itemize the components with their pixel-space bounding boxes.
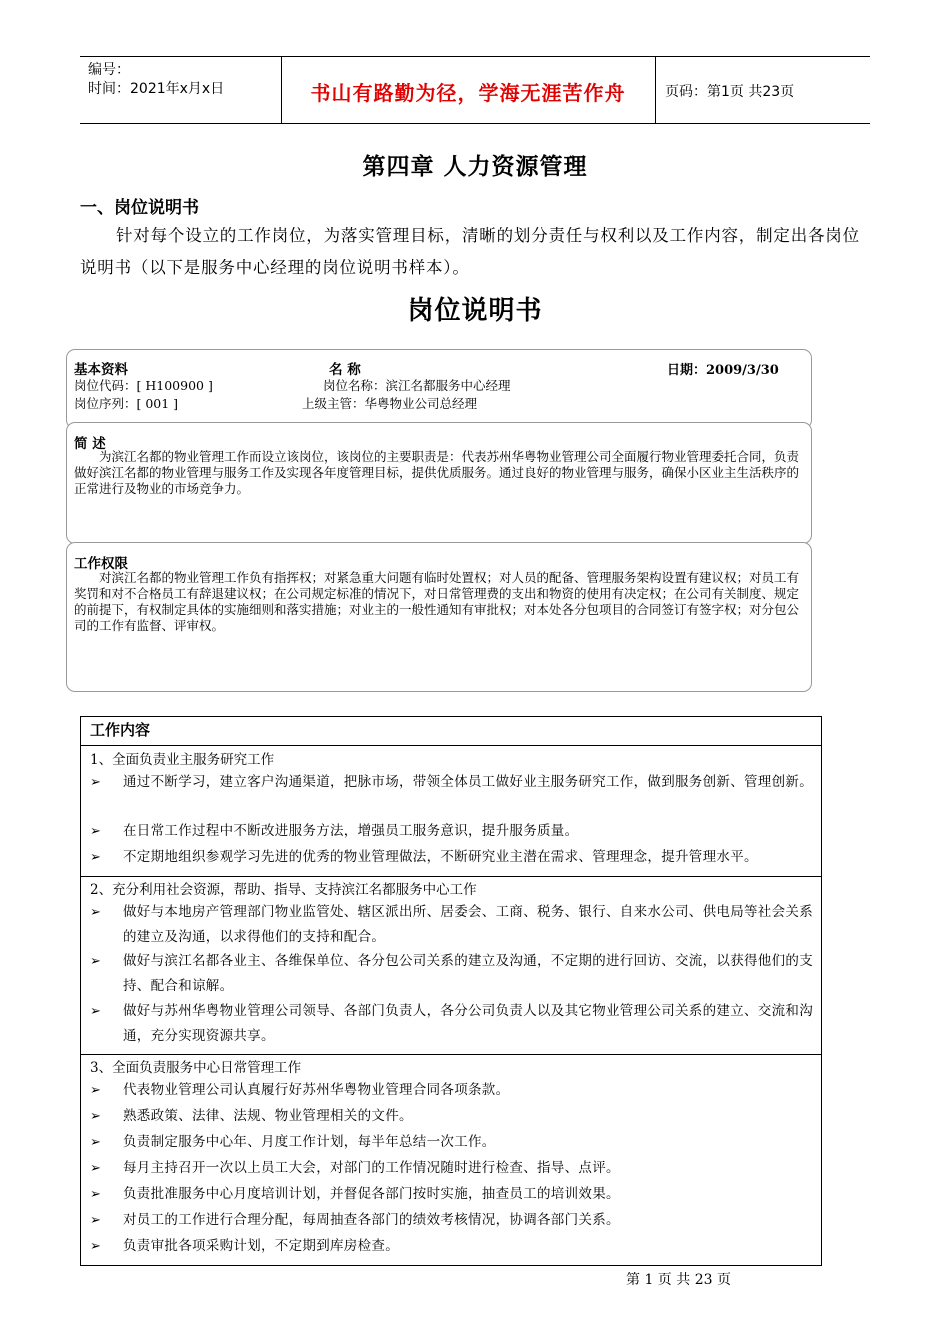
date-label: 日期：2009/3/30: [667, 363, 779, 378]
header-time: 时间：2021年x月x日: [88, 81, 225, 97]
header-number: 编号：: [88, 62, 130, 78]
authority-text: 对滨江名都的物业管理工作负有指挥权；对紧急重大问题有临时处置权；对人员的配备、管理服务架构设置有建议权；对员工有奖罚和对不合格员工有辞退建议权；在公司规定标准的情况下，对日常管理费的支出和物资的使用有决定权；在公司有关制度、规定的前提下，有权制定具体的实施细则和落实措施；对业主的一般性通知有审批权；对本处各分包项目的合同签订有签字权；对分包公司的工作有监督、评审权。: [74, 570, 800, 633]
list-item-text: 在日常工作过程中不断改进服务方法，增强员工服务意识，提升服务质量。: [123, 823, 579, 839]
supervisor: 上级主管：华粤物业公司总经理: [302, 396, 478, 411]
group-title: 1、全面负责业主服务研究工作: [90, 752, 275, 768]
bullet-arrow-icon: ➢: [90, 1083, 101, 1098]
list-item-text: 做好与滨江名都各业主、各维保单位、各分包公司关系的建立及沟通，不定期的进行回访、交流，以获得他们的支持、配合和谅解。: [123, 953, 813, 994]
row-divider: [81, 745, 821, 746]
bullet-arrow-icon: ➢: [90, 1239, 101, 1254]
header-divider: [655, 57, 656, 123]
list-item-text: 负责制定服务中心年、月度工作计划，每半年总结一次工作。: [123, 1134, 496, 1150]
bullet-arrow-icon: ➢: [90, 1161, 101, 1176]
bullet-arrow-icon: ➢: [90, 954, 101, 969]
work-content-table: [80, 716, 822, 1266]
page-header: [80, 56, 870, 124]
basic-info-box: [66, 349, 812, 429]
list-item-text: 做好与苏州华粤物业管理公司领导、各部门负责人，各分公司负责人以及其它物业管理公司关系的建立、交流和沟通，充分实现资源共享。: [123, 1003, 813, 1044]
header-motto: 书山有路勤为径，学海无涯苦作舟: [310, 81, 626, 105]
position-name: 岗位名称：滨江名都服务中心经理: [323, 378, 511, 393]
list-item-text: 负责审批各项采购计划，不定期到库房检查。: [123, 1238, 399, 1254]
footer-page-number: 第 1 页 共 23 页: [626, 1272, 731, 1288]
basic-info-label: 基本资料: [74, 362, 128, 378]
bullet-arrow-icon: ➢: [90, 1109, 101, 1124]
list-item-text: 通过不断学习，建立客户沟通渠道，把脉市场，带领全体员工做好业主服务研究工作，做到服务创新、管理创新。: [123, 774, 813, 790]
header-meta: [88, 61, 283, 99]
authority-label: 工作权限: [74, 556, 128, 572]
list-item-text: 做好与本地房产管理部门物业监管处、辖区派出所、居委会、工商、税务、银行、自来水公司、供电局等社会关系的建立及沟通，以求得他们的支持和配合。: [123, 904, 813, 945]
bullet-arrow-icon: ➢: [90, 850, 101, 865]
bullet-arrow-icon: ➢: [90, 775, 101, 790]
position-sequence: 岗位序列：[ 001 ]: [74, 396, 179, 411]
list-item-text: 对员工的工作进行合理分配，每周抽查各部门的绩效考核情况，协调各部门关系。: [123, 1212, 620, 1228]
list-item-text: 不定期地组织参观学习先进的优秀的物业管理做法，不断研究业主潜在需求、管理理念，提升管理水平。: [123, 849, 758, 865]
list-item-text: 每月主持召开一次以上员工大会，对部门的工作情况随时进行检查、指导、点评。: [123, 1160, 620, 1176]
list-item-text: 熟悉政策、法律、法规、物业管理相关的文件。: [123, 1108, 413, 1124]
header-page-number: 页码：第1页 共23页: [665, 84, 795, 100]
position-code: 岗位代码：[ H100900 ]: [74, 378, 213, 393]
row-divider: [81, 1054, 821, 1055]
group-title: 2、充分利用社会资源，帮助、指导、支持滨江名都服务中心工作: [90, 882, 477, 898]
chapter-title: 第四章 人力资源管理: [362, 154, 588, 180]
bullet-arrow-icon: ➢: [90, 905, 101, 920]
document-title: 岗位说明书: [407, 296, 543, 326]
intro-paragraph: 针对每个设立的工作岗位，为落实管理目标，清晰的划分责任与权利以及工作内容，制定出各岗位说明书（以下是服务中心经理的岗位说明书样本）。: [80, 226, 860, 277]
name-label: 名 称: [329, 362, 361, 378]
bullet-arrow-icon: ➢: [90, 1187, 101, 1202]
group-title: 3、全面负责服务中心日常管理工作: [90, 1060, 302, 1076]
section-title: 一、岗位说明书: [80, 198, 199, 218]
bullet-arrow-icon: ➢: [90, 1004, 101, 1019]
authority-box: [66, 542, 812, 692]
bullet-arrow-icon: ➢: [90, 1135, 101, 1150]
bullet-arrow-icon: ➢: [90, 1213, 101, 1228]
summary-box: [66, 422, 812, 544]
bullet-arrow-icon: ➢: [90, 824, 101, 839]
list-item-text: 负责批准服务中心月度培训计划，并督促各部门按时实施，抽查员工的培训效果。: [123, 1186, 620, 1202]
list-item-text: 代表物业管理公司认真履行好苏州华粤物业管理合同各项条款。: [123, 1082, 510, 1098]
summary-text: 为滨江名都的物业管理工作而设立该岗位，该岗位的主要职责是：代表苏州华粤物业管理公司全面履行物业管理委托合同，负责做好滨江名都的物业管理与服务工作及实现各年度管理目标，提供优质服务。通过良好的物业管理与服务，确保小区业主生活秩序的正常进行及物业的市场竞争力。: [74, 449, 800, 496]
summary-label: 简 述: [74, 436, 106, 452]
work-content-label: 工作内容: [90, 721, 151, 739]
row-divider: [81, 876, 821, 877]
